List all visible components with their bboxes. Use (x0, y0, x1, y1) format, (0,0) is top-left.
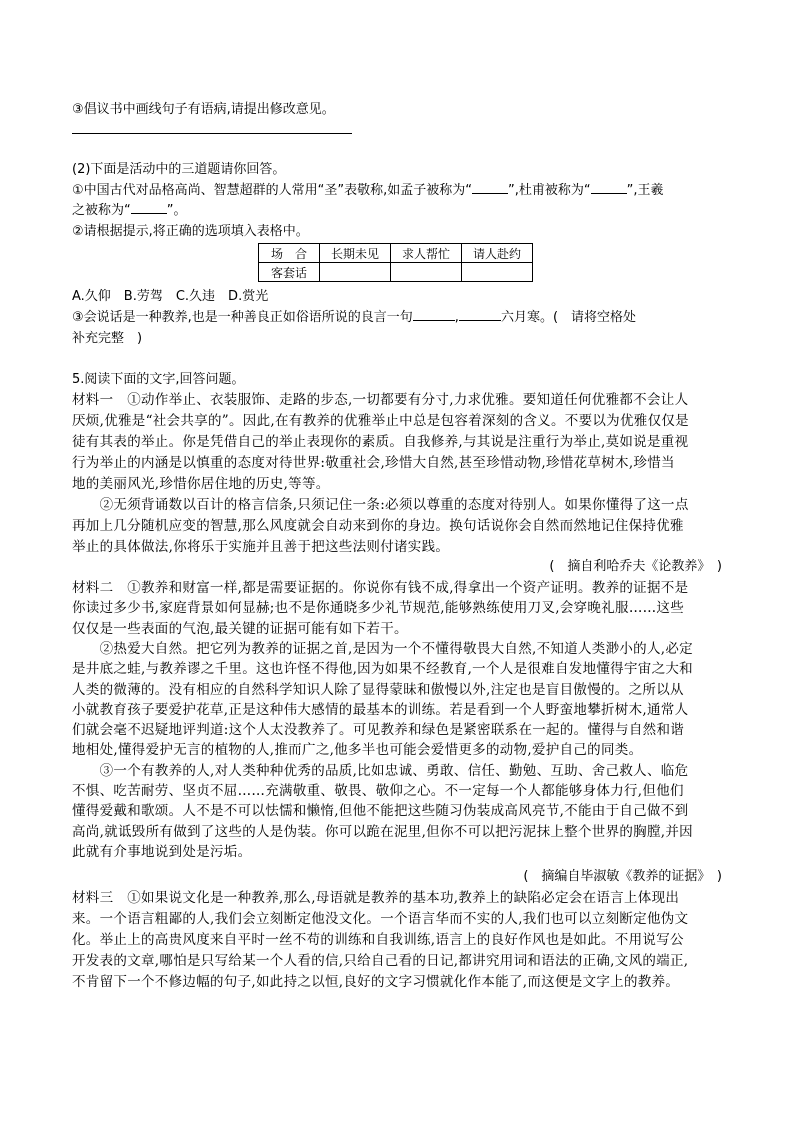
item-1-text-d: 之被称为“ (72, 203, 131, 218)
paragraph-line: 材料二 ①教养和财富一样,都是需要证据的。你说你有钱不成,得拿出一个资产证明。教养的证据不是 (72, 580, 689, 596)
table-header-cell: 求人帮忙 (391, 244, 462, 263)
paragraph-line: 行为举止的内涵是以慎重的态度对待世界:敬重社会,珍惜大自然,甚至珍惜动物,珍惜花草树木,珍惜当 (72, 455, 675, 471)
paragraph-line: 仅仅是一些表面的气泡,最关键的证据可能有如下若干。 (72, 620, 408, 637)
question-3-prompt: ③倡议书中画线句子有语病,请提出修改意见。 (72, 102, 335, 117)
material-2-source: ( 摘编自毕淑敏《教养的证据》 ) (523, 869, 722, 884)
paragraph-line: ②无须背诵数以百计的格言信条,只须记住一条:必须以尊重的态度对待别人。如果你懂得了这一点 (72, 497, 689, 513)
paragraph-line: 厌烦,优雅是“社会共享的”。因此,在有教养的优雅举止中总是包容着深刻的含义。不要以为优雅仅仅是 (72, 413, 689, 429)
item-1-text-e: ”。 (166, 203, 187, 218)
table-header-cell: 场 合 (259, 244, 320, 263)
table-answer-cell[interactable] (462, 263, 533, 282)
paragraph-line: 材料一 ①动作举止、衣装服饰、走路的步态,一切都要有分寸,力求优雅。要知道任何优雅都不会让人 (72, 392, 689, 408)
item-3-text-a: ③会说话是一种教养,也是一种善良正如俗语所说的良言一句 (72, 310, 413, 325)
paragraph-line: 此就有介事地说到处是污垢。 (72, 843, 252, 860)
item-1-line-1 (72, 181, 663, 201)
item-3-separator: , (454, 310, 459, 325)
table-header-cell: 长期未见 (320, 244, 391, 263)
paragraph-line: 开发表的文章,哪怕是只写给某一个人看的信,只给自己看的日记,都讲究用词和语法的正确,文风的端正, (72, 953, 689, 969)
question-5-heading: 5.阅读下面的文字,回答问题。 (72, 372, 245, 387)
answer-blank[interactable] (413, 308, 455, 321)
paragraph-line: ③一个有教养的人,对人类种种优秀的品质,比如忠诚、勇敢、信任、勤勉、互助、舍己救人、临危 (72, 762, 689, 779)
answer-blank[interactable] (472, 181, 508, 194)
part-2-heading: (2)下面是活动中的三道题请你回答。 (72, 162, 286, 177)
answer-options: A.久仰 B.劳驾 C.久违 D.赏光 (72, 289, 269, 304)
paragraph-line: 高尚,就诋毁所有做到了这些的人是伪装。你可以跪在泥里,但你不可以把污泥抹上整个世界的胸膛,并因 (72, 823, 693, 840)
table-header-cell: 请人赴约 (462, 244, 533, 263)
item-3-line-1 (72, 308, 636, 328)
item-3-line-2: 补充完整 ) (72, 331, 143, 346)
paragraph-line: 徒有其表的举止。你是凭借自己的举止表现你的素质。自我修养,与其说是注重行为举止,莫如说是重视 (72, 434, 689, 450)
paragraph-line: 再加上几分随机应变的智慧,那么风度就会自动来到你的身边。换句话说你会自然而然地记住保持优雅 (72, 518, 684, 534)
paragraph-line: 材料三 ①如果说文化是一种教养,那么,母语就是教养的基本功,教养上的缺陷必定会在语言上体现出 (72, 890, 680, 906)
material-1-source: ( 摘自利哈乔夫《论教养》 ) (549, 559, 722, 574)
paragraph-line: 地相处,懂得爱护无言的植物的人,推而广之,他多半也可能会爱惜更多的动物,爱护自己的同类。 (72, 742, 643, 759)
paragraph-line: 化。举止上的高贵风度来自平时一丝不苟的训练和自我训练,语言上的良好作风也是如此。不用说写公 (72, 932, 684, 948)
table-answer-cell[interactable] (391, 263, 462, 282)
paragraph-line: 是井底之蛙,与教养谬之千里。这也许怪不得他,因为如果不经教育,一个人是很难自发地懂得宇宙之大和 (72, 661, 693, 678)
item-1-text-b: ”,杜甫被称为“ (508, 183, 591, 198)
item-3-text-b: 六月寒。( 请将空格处 (500, 310, 637, 325)
item-1-text-c: ”,王羲 (626, 183, 664, 198)
paragraph-line: 们就会毫不迟疑地评判道:这个人太没教养了。可见教养和绿色是紧密联系在一起的。懂得与自然和谐 (72, 722, 685, 739)
item-1-line-2 (72, 201, 187, 221)
paragraph-line: 举止的具体做法,你将乐于实施并且善于把这些法则付诸实践。 (72, 539, 450, 555)
answer-table (258, 243, 533, 282)
paragraph-line: 你读过多少书,家庭背景如何显赫;也不是你通晓多少礼节规范,能够熟练使用刀叉,会穿晚礼服……这些 (72, 600, 685, 617)
table-row-label: 客套话 (259, 263, 320, 282)
table-header-row (259, 244, 533, 263)
paragraph-line: ②热爱大自然。把它列为教养的证据之首,是因为一个不懂得敬畏大自然,不知道人类渺小的人,必定 (72, 640, 693, 657)
paragraph-line: 地的美丽风光,珍惜你居住地的历史,等等。 (72, 476, 330, 492)
answer-blank[interactable] (131, 201, 167, 214)
paragraph-line: 懂得爱戴和歌颂。人不是不可以怯懦和懒惰,但他不能把这些随习伪装成高风亮节,不能由于自己做不到 (72, 803, 689, 820)
item-2-prompt: ②请根据提示,将正确的选项填入表格中。 (72, 224, 309, 239)
answer-blank[interactable] (459, 308, 501, 321)
item-1-text-a: ①中国古代对品格高尚、智慧超群的人常用“圣”表敬称,如孟子被称为“ (72, 183, 472, 198)
paragraph-line: 不肯留下一个不修边幅的句子,如此持之以恒,良好的文字习惯就化作本能了,而这便是文字上的教养。 (72, 974, 680, 990)
answer-line[interactable] (72, 133, 352, 134)
table-answer-row (259, 263, 533, 282)
paragraph-line: 人类的微薄的。没有相应的自然科学知识人除了显得蒙昧和傲慢以外,注定也是盲目傲慢的。之所以从 (72, 681, 684, 698)
paragraph-line: 不惧、吃苦耐劳、坚贞不屈……充满敬重、敬畏、敬仰之心。不一定每一个人都能够身体力行,但他们 (72, 783, 684, 799)
answer-blank[interactable] (591, 181, 627, 194)
table-answer-cell[interactable] (320, 263, 391, 282)
paragraph-line: 小就教育孩子要爱护花草,正是这种伟大感情的最基本的训练。若是看到一个人野蛮地攀折树木,通常人 (72, 701, 689, 718)
paragraph-line: 来。一个语言粗鄙的人,我们会立刻断定他没文化。一个语言华而不实的人,我们也可以立刻断定他伪文 (72, 911, 689, 927)
